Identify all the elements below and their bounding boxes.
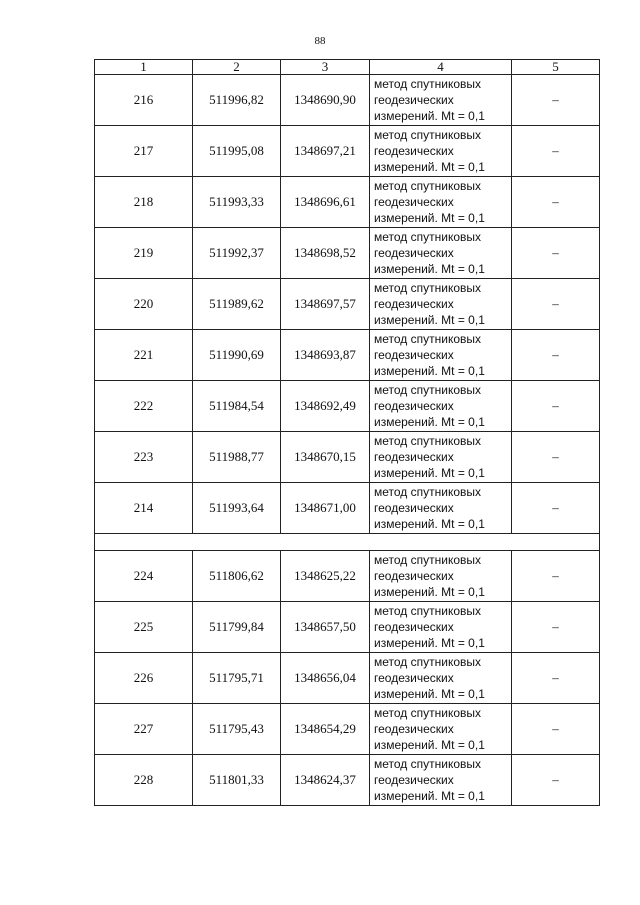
note-cell: – [512, 483, 600, 534]
method-cell [370, 381, 512, 432]
method-line: метод спутниковых [374, 332, 482, 346]
table-row [95, 177, 600, 228]
point-number-cell: 224 [95, 551, 193, 602]
note-cell: – [512, 75, 600, 126]
point-number-cell: 214 [95, 483, 193, 534]
method-line: геодезических [374, 501, 454, 515]
method-line: измерений. Mt = 0,1 [374, 738, 485, 752]
note-cell: – [512, 432, 600, 483]
y-coordinate-cell: 1348690,90 [281, 75, 370, 126]
point-number-cell: 228 [95, 755, 193, 806]
column-header: 4 [370, 60, 512, 75]
x-coordinate-cell: 511996,82 [193, 75, 281, 126]
method-line: метод спутниковых [374, 604, 482, 618]
column-header: 5 [512, 60, 600, 75]
point-number-cell: 217 [95, 126, 193, 177]
method-line: геодезических [374, 195, 454, 209]
method-line: геодезических [374, 569, 454, 583]
y-coordinate-cell: 1348625,22 [281, 551, 370, 602]
method-cell [370, 228, 512, 279]
x-coordinate-cell: 511799,84 [193, 602, 281, 653]
method-cell [370, 755, 512, 806]
method-line: измерений. Mt = 0,1 [374, 262, 485, 276]
point-number-cell: 218 [95, 177, 193, 228]
method-cell [370, 483, 512, 534]
method-line: измерений. Mt = 0,1 [374, 687, 485, 701]
method-line: метод спутниковых [374, 383, 482, 397]
method-line: метод спутниковых [374, 230, 482, 244]
note-cell: – [512, 228, 600, 279]
method-line: метод спутниковых [374, 434, 482, 448]
method-line: измерений. Mt = 0,1 [374, 585, 485, 599]
method-line: метод спутниковых [374, 553, 482, 567]
method-line: геодезических [374, 450, 454, 464]
method-line: измерений. Mt = 0,1 [374, 415, 485, 429]
note-cell: – [512, 381, 600, 432]
point-number-cell: 220 [95, 279, 193, 330]
note-cell: – [512, 755, 600, 806]
x-coordinate-cell: 511801,33 [193, 755, 281, 806]
table-row [95, 381, 600, 432]
method-cell [370, 279, 512, 330]
x-coordinate-cell: 511992,37 [193, 228, 281, 279]
method-cell [370, 75, 512, 126]
y-coordinate-cell: 1348654,29 [281, 704, 370, 755]
note-cell: – [512, 602, 600, 653]
method-cell [370, 177, 512, 228]
method-line: измерений. Mt = 0,1 [374, 364, 485, 378]
y-coordinate-cell: 1348670,15 [281, 432, 370, 483]
note-cell: – [512, 330, 600, 381]
method-line: геодезических [374, 399, 454, 413]
method-line: геодезических [374, 620, 454, 634]
method-line: геодезических [374, 144, 454, 158]
y-coordinate-cell: 1348697,57 [281, 279, 370, 330]
method-line: измерений. Mt = 0,1 [374, 160, 485, 174]
method-line: измерений. Mt = 0,1 [374, 636, 485, 650]
x-coordinate-cell: 511993,33 [193, 177, 281, 228]
table-row [95, 602, 600, 653]
method-cell [370, 602, 512, 653]
method-line: измерений. Mt = 0,1 [374, 313, 485, 327]
y-coordinate-cell: 1348624,37 [281, 755, 370, 806]
x-coordinate-cell: 511795,71 [193, 653, 281, 704]
method-line: метод спутниковых [374, 757, 482, 771]
method-line: измерений. Mt = 0,1 [374, 466, 485, 480]
method-cell [370, 126, 512, 177]
table-row [95, 483, 600, 534]
table-row [95, 75, 600, 126]
method-line: метод спутниковых [374, 281, 482, 295]
method-line: метод спутниковых [374, 706, 482, 720]
column-header: 2 [193, 60, 281, 75]
x-coordinate-cell: 511795,43 [193, 704, 281, 755]
point-number-cell: 223 [95, 432, 193, 483]
column-header: 3 [281, 60, 370, 75]
method-cell [370, 432, 512, 483]
table-row [95, 704, 600, 755]
x-coordinate-cell: 511990,69 [193, 330, 281, 381]
method-line: геодезических [374, 773, 454, 787]
x-coordinate-cell: 511995,08 [193, 126, 281, 177]
method-line: измерений. Mt = 0,1 [374, 517, 485, 531]
method-cell [370, 704, 512, 755]
y-coordinate-cell: 1348656,04 [281, 653, 370, 704]
point-number-cell: 225 [95, 602, 193, 653]
coordinates-table [94, 59, 600, 806]
method-cell [370, 551, 512, 602]
method-line: измерений. Mt = 0,1 [374, 211, 485, 225]
method-line: измерений. Mt = 0,1 [374, 789, 485, 803]
page-number: 88 [314, 35, 326, 47]
method-line: метод спутниковых [374, 655, 482, 669]
group-separator-row [95, 534, 600, 551]
table-header-row [95, 60, 600, 75]
x-coordinate-cell: 511984,54 [193, 381, 281, 432]
table-row [95, 126, 600, 177]
y-coordinate-cell: 1348697,21 [281, 126, 370, 177]
column-header: 1 [95, 60, 193, 75]
method-line: геодезических [374, 246, 454, 260]
table-row [95, 432, 600, 483]
table-row [95, 755, 600, 806]
y-coordinate-cell: 1348671,00 [281, 483, 370, 534]
table-row [95, 228, 600, 279]
note-cell: – [512, 126, 600, 177]
point-number-cell: 219 [95, 228, 193, 279]
method-line: метод спутниковых [374, 128, 482, 142]
x-coordinate-cell: 511806,62 [193, 551, 281, 602]
x-coordinate-cell: 511988,77 [193, 432, 281, 483]
method-cell [370, 653, 512, 704]
method-line: геодезических [374, 93, 454, 107]
method-line: измерений. Mt = 0,1 [374, 109, 485, 123]
method-line: геодезических [374, 348, 454, 362]
note-cell: – [512, 279, 600, 330]
method-cell [370, 330, 512, 381]
x-coordinate-cell: 511989,62 [193, 279, 281, 330]
point-number-cell: 222 [95, 381, 193, 432]
point-number-cell: 227 [95, 704, 193, 755]
point-number-cell: 221 [95, 330, 193, 381]
y-coordinate-cell: 1348657,50 [281, 602, 370, 653]
note-cell: – [512, 653, 600, 704]
table-row [95, 551, 600, 602]
table-row [95, 279, 600, 330]
method-line: геодезических [374, 722, 454, 736]
point-number-cell: 226 [95, 653, 193, 704]
table-body [95, 60, 600, 806]
note-cell: – [512, 704, 600, 755]
table-row [95, 330, 600, 381]
method-line: геодезических [374, 297, 454, 311]
note-cell: – [512, 177, 600, 228]
method-line: метод спутниковых [374, 485, 482, 499]
point-number-cell: 216 [95, 75, 193, 126]
method-line: геодезических [374, 671, 454, 685]
method-line: метод спутниковых [374, 77, 482, 91]
y-coordinate-cell: 1348693,87 [281, 330, 370, 381]
y-coordinate-cell: 1348692,49 [281, 381, 370, 432]
y-coordinate-cell: 1348696,61 [281, 177, 370, 228]
separator-cell [95, 534, 600, 551]
y-coordinate-cell: 1348698,52 [281, 228, 370, 279]
note-cell: – [512, 551, 600, 602]
method-line: метод спутниковых [374, 179, 482, 193]
x-coordinate-cell: 511993,64 [193, 483, 281, 534]
table-row [95, 653, 600, 704]
